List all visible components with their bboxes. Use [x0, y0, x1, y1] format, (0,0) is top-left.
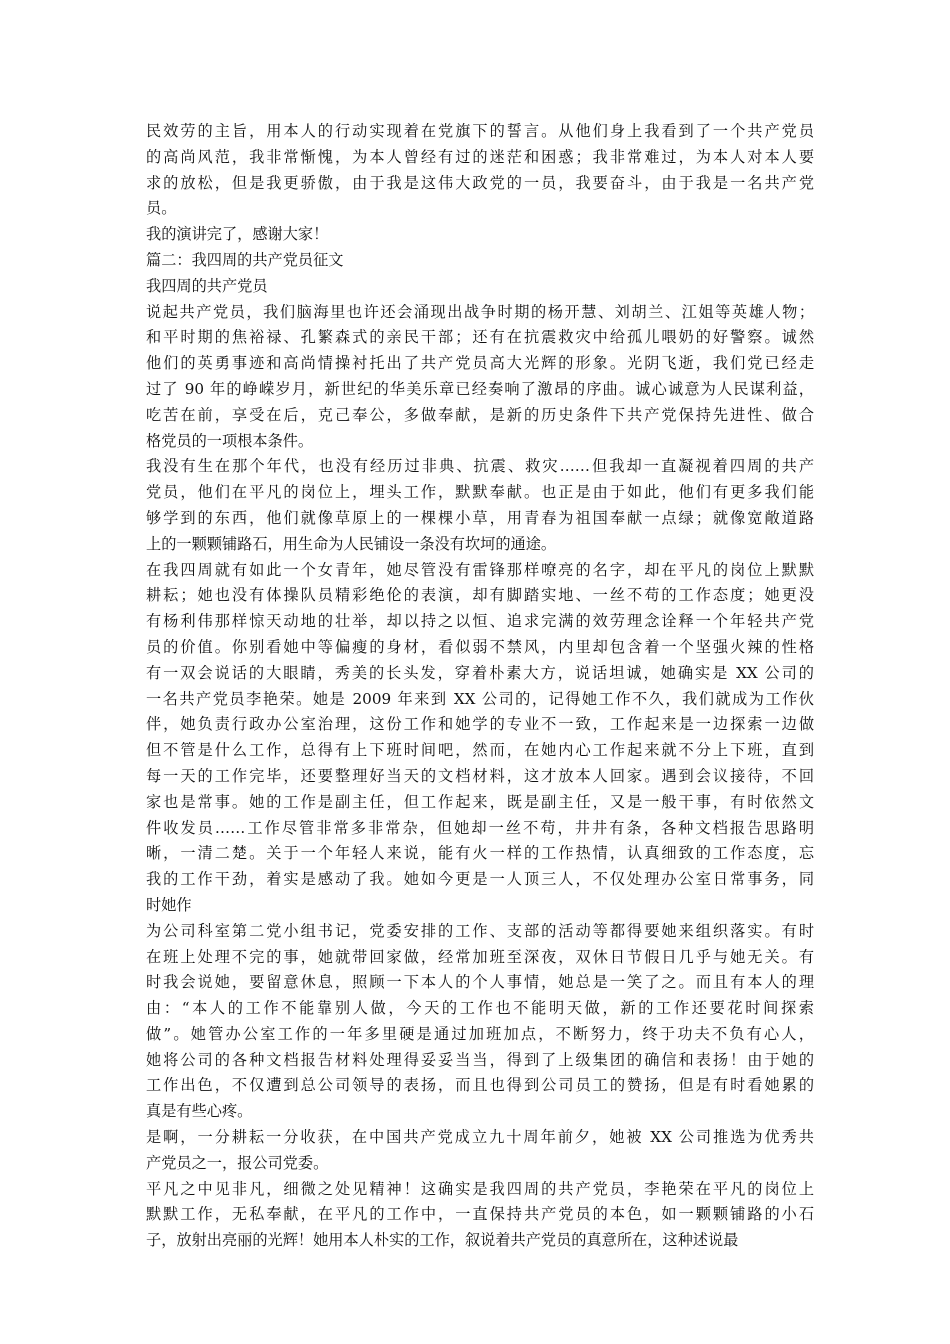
- text-line: 我没有生在那个年代，也没有经历过非典、抗震、救灾……但我却一直凝视着四周的共产: [146, 457, 814, 476]
- text-line: 是啊，一分耕耘一分收获，在中国共产党成立九十周年前夕，她被 XX 公司推选为优秀共: [146, 1128, 814, 1147]
- text-line: 工作出色，不仅遭到总公司领导的表扬，而且也得到公司员工的赞扬，但是有时看她累的: [146, 1076, 814, 1095]
- text-line: 我四周的共产党员: [146, 276, 268, 295]
- paragraph: [146, 248, 814, 274]
- text-line: 的高尚风范，我非常惭愧，为本人曾经有过的迷茫和困惑；我非常难过，为本人对本人要: [146, 147, 814, 166]
- text-line: 在班上处理不完的事，她就带回家做，经常加班至深夜，双休日节假日几乎与她无关。有: [146, 947, 814, 966]
- text-line: 党员，他们在平凡的岗位上，埋头工作，默默奉献。也正是由于如此，他们有更多我们能: [146, 483, 814, 502]
- text-line: 做”。她管办公室工作的一年多里硬是通过加班加点，不断努力，终于功夫不负有心人，: [146, 1024, 814, 1043]
- text-line: 产党员之一，报公司党委。: [146, 1153, 329, 1172]
- text-line: 时我会说她，要留意休息，照顾一下本人的个人事情，她总是一笑了之。而且有本人的理: [146, 973, 814, 992]
- text-line: 吃苦在前，享受在后，克己奉公，多做奉献，是新的历史条件下共产党保持先进性、做合: [146, 405, 814, 424]
- text-line: 上的一颗颗铺路石，用生命为人民铺设一条没有坎坷的通途。: [146, 534, 557, 553]
- text-line: 我的演讲完了，感谢大家！: [146, 225, 329, 244]
- text-line: 但不管是什么工作，总得有上下班时间吧，然而，在她内心工作起来就不分上下班，直到: [146, 741, 814, 760]
- text-line: 过了 90 年的峥嵘岁月，新世纪的华美乐章已经奏响了激昂的序曲。诚心诚意为人民谋利益，: [146, 379, 814, 398]
- text-line: 她将公司的各种文档报告材料处理得妥妥当当，得到了上级集团的确信和表扬！由于她的: [146, 1050, 814, 1069]
- text-line: 晰，一清二楚。关于一个年轻人来说，能有火一样的工作热情，认真细致的工作态度，忘: [146, 844, 814, 863]
- paragraph: [146, 558, 814, 919]
- text-line: 篇二：我四周的共产党员征文: [146, 250, 344, 269]
- paragraph: [146, 1125, 814, 1177]
- paragraph: [146, 119, 814, 222]
- text-line: 他们的英勇事迹和高尚情操衬托出了共产党员高大光辉的形象。光阴飞逝，我们党已经走: [146, 354, 814, 373]
- text-line: 为公司科室第二党小组书记，党委安排的工作、支部的活动等都得要她来组织落实。有时: [146, 921, 814, 940]
- text-line: 子，放射出亮丽的光辉！她用本人朴实的工作，叙说着共产党员的真意所在，这种述说最: [146, 1231, 739, 1250]
- document-body: [146, 119, 814, 1254]
- paragraph: [146, 300, 814, 455]
- text-line: 每一天的工作完毕，还要整理好当天的文档材料，这才放本人回家。遇到会议接待，不回: [146, 766, 814, 785]
- text-line: 有一双会说话的大眼睛，秀美的长头发，穿着朴素大方，说话坦诚，她确实是 XX 公司的: [146, 663, 814, 682]
- text-line: 家也是常事。她的工作是副主任，但工作起来，既是副主任，又是一般干事，有时依然文: [146, 792, 814, 811]
- text-line: 由：“本人的工作不能靠别人做，今天的工作也不能明天做，新的工作还要花时间探索: [146, 999, 814, 1018]
- text-line: 我的工作干劲，着实是感动了我。她如今更是一人顶三人，不仅处理办公室日常事务，同: [146, 870, 814, 889]
- text-line: 求的放松，但是我更骄傲，由于我是这伟大政党的一员，我要奋斗，由于我是一名共产党: [146, 173, 814, 192]
- text-line: 格党员的一项根本条件。: [146, 431, 314, 450]
- text-line: 员。: [146, 199, 177, 218]
- text-line: 真是有些心疼。: [146, 1102, 253, 1121]
- text-line: 民效劳的主旨，用本人的行动实现着在党旗下的誓言。从他们身上我看到了一个共产党员: [146, 122, 814, 140]
- text-line: 够学到的东西，他们就像草原上的一棵棵小草，用青春为祖国奉献一点绿；就像宽敞道路: [146, 508, 814, 527]
- text-line: 默默工作，无私奉献，在平凡的工作中，一直保持共产党员的本色，如一颗颗铺路的小石: [146, 1205, 814, 1224]
- text-line: 件收发员……工作尽管非常多非常杂，但她却一丝不苟，井井有条，各种文档报告思路明: [146, 818, 814, 837]
- paragraph: [146, 919, 814, 1125]
- text-line: 平凡之中见非凡，细微之处见精神！这确实是我四周的共产党员，李艳荣在平凡的岗位上: [146, 1179, 814, 1198]
- paragraph: [146, 454, 814, 557]
- text-line: 说起共产党员，我们脑海里也许还会涌现出战争时期的杨开慧、刘胡兰、江姐等英雄人物；: [146, 302, 814, 321]
- text-line: 一名共产党员李艳荣。她是 2009 年来到 XX 公司的，记得她工作不久，我们就成为工作伙: [146, 689, 814, 708]
- text-line: 伴，她负责行政办公室治理，这份工作和她学的专业不一致，工作起来是一边探索一边做: [146, 715, 814, 734]
- paragraph: [146, 274, 814, 300]
- text-line: 在我四周就有如此一个女青年，她尽管没有雷锋那样嘹亮的名字，却在平凡的岗位上默默: [146, 560, 814, 579]
- paragraph: [146, 222, 814, 248]
- text-line: 和平时期的焦裕禄、孔繁森式的亲民干部；还有在抗震救灾中给孤儿喂奶的好警察。诚然: [146, 328, 814, 347]
- text-line: 有杨利伟那样惊天动地的壮举，却以持之以恒、追求完满的效劳理念诠释一个年轻共产党: [146, 612, 814, 631]
- paragraph: [146, 1177, 814, 1254]
- text-line: 时她作: [146, 895, 192, 914]
- text-line: 员的价值。你别看她中等偏瘦的身材，看似弱不禁风，内里却包含着一个坚强火辣的性格: [146, 637, 814, 656]
- text-line: 耕耘；她也没有体操队员精彩绝伦的表演，却有脚踏实地、一丝不苟的工作态度；她更没: [146, 586, 814, 605]
